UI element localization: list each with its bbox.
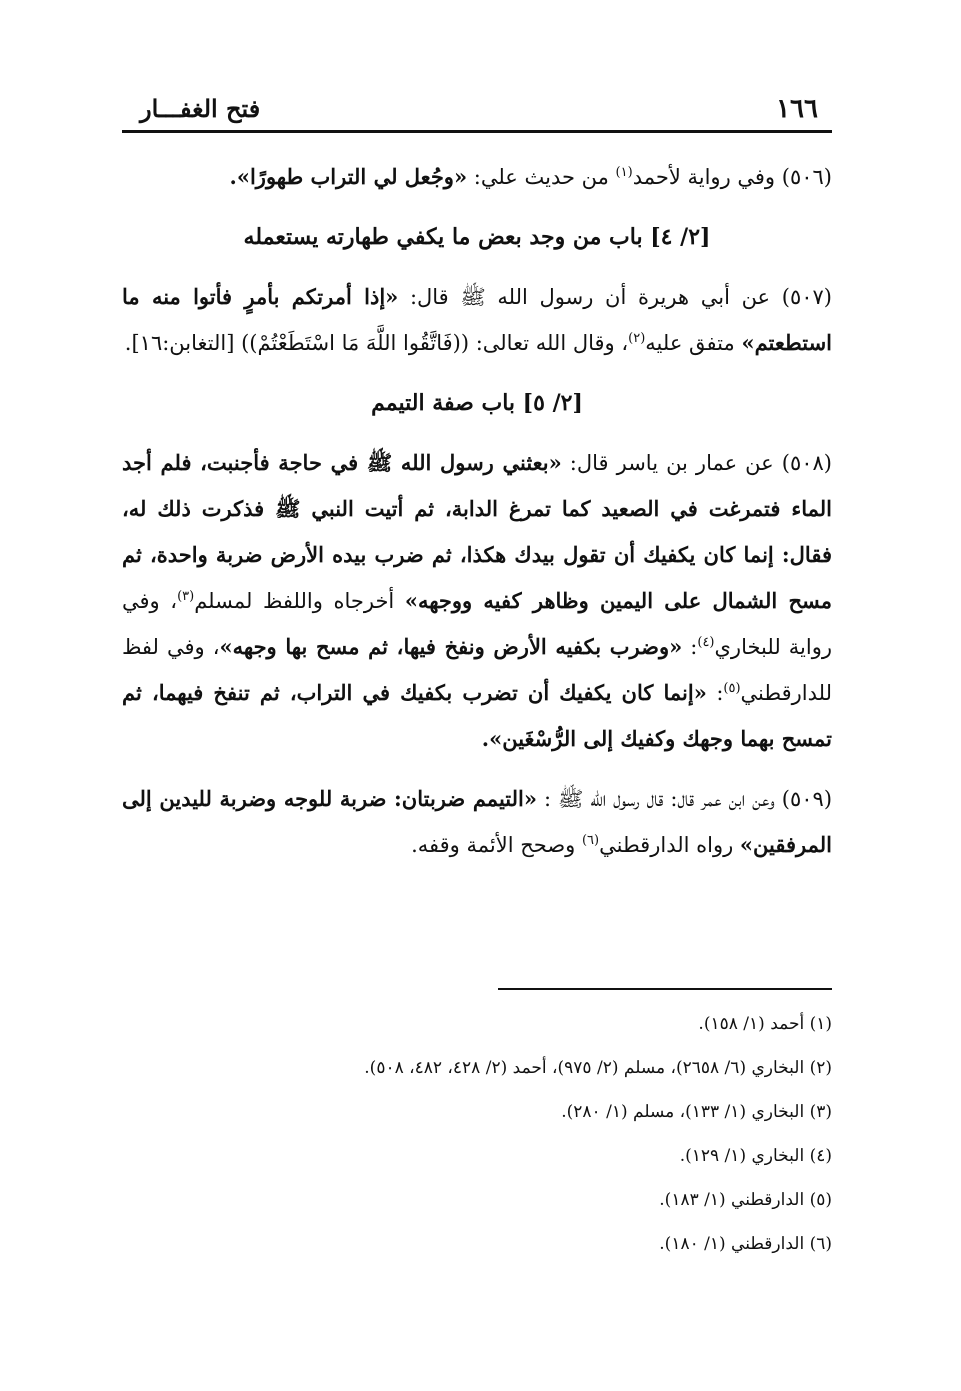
hadith-text: عن أبي هريرة أن رسول الله ﷺ قال:	[398, 285, 782, 309]
footnote-ref: (٦)	[581, 833, 600, 848]
main-text	[122, 150, 832, 882]
hadith-quote: «إذا أمرتكم بأمرٍ فأتوا منه ما استطعتم»	[122, 284, 832, 355]
hadith-quote: «إنما كان يكفيك أن تضرب بكفيك في التراب، ثم تنفخ فيهما، ثم تمسح بهما وجهك وكفيك إلى الرُّسْغَين».	[122, 680, 832, 751]
hadith-number: (٥٠٦)	[781, 165, 832, 189]
hadith-quote: «وضرب بكفيه الأرض ونفخ فيها، ثم مسح بها وجهه»	[219, 634, 683, 659]
hadith-text: أخرجاه واللفظ لمسلم	[194, 589, 405, 613]
hadith-509	[122, 776, 832, 868]
hadith-text: ، وقال الله تعالى: ((فَاتَّقُوا اللَّهَ مَا اسْتَطَعْتُمْ)) [التغابن:١٦].	[124, 331, 629, 355]
hadith-text: وصحح الأئمة وقفه.	[411, 833, 582, 857]
hadith-text: ، وفي لفظ للدارقطني	[122, 635, 832, 705]
hadith-text: :	[706, 681, 724, 705]
hadith-quote: «بعثني رسول الله ﷺ في حاجة فأجنبت، فلم أجد الماء فتمرغت في الصعيد كما تمرغ الدابة، ثم أتيت النبي ﷺ فذكرت ذلك له، فقال: إنما كان يكفيك أن تقول بيدك هكذا، ثم ضرب بيده الأرض ضربة واحدة، ثم مسح الشمال على اليمين وظاهر كفيه ووجهه»	[122, 450, 832, 613]
chapter-heading: [٢/ ٤] باب من وجد بعض ما يكفي طهارته يستعمله	[243, 224, 711, 250]
footnote-ref: (١)	[615, 165, 633, 180]
footnote-1: (١) أحمد (١/ ١٥٨).	[698, 1014, 832, 1034]
footnote-2: (٢) البخاري (٦/ ٢٦٥٨)، مسلم (٢/ ٩٧٥)، أحمد (٢/ ٤٢٨، ٤٨٢، ٥٠٨).	[364, 1058, 832, 1078]
footnote-ref: (٤)	[697, 635, 715, 650]
footnote-5: (٥) الدارقطني (١/ ١٨٣).	[659, 1190, 832, 1210]
hadith-text: عن عمار بن ياسر قال:	[561, 451, 782, 475]
hadith-text: ، وفي رواية للبخاري	[122, 589, 832, 659]
hadith-508	[122, 440, 832, 762]
hadith-506	[122, 154, 832, 200]
chapter-heading: [٢/ ٥] باب صفة التيمم	[371, 390, 583, 416]
footnote-separator	[498, 988, 832, 990]
hadith-text: رواه الدارقطني	[599, 833, 740, 857]
hadith-quote: «التيمم ضربتان: ضربة للوجه وضربة لليدين إلى المرفقين»	[122, 786, 832, 857]
footnote-6: (٦) الدارقطني (١/ ١٨٠).	[659, 1234, 832, 1254]
hadith-number: (٥٠٩)	[781, 787, 833, 811]
footnote-3: (٣) البخاري (١/ ١٣٣)، مسلم (١/ ٢٨٠).	[561, 1102, 832, 1122]
footnote-ref: (٣)	[177, 589, 195, 604]
hadith-text: :	[682, 635, 698, 659]
hadith-text: من حديث علي:	[467, 165, 616, 189]
hadith-text: وفي رواية لأحمد	[632, 165, 782, 189]
book-title: فتح الغفـــار	[140, 94, 261, 123]
footnote-4: (٤) البخاري (١/ ١٢٩).	[679, 1146, 832, 1166]
hadith-text: متفق عليه	[645, 331, 742, 355]
page-number: ١٦٦	[776, 94, 818, 124]
hadith-text: وعن ابن عمر قال: قال رسول الله ﷺ :	[536, 787, 782, 811]
hadith-507	[122, 274, 832, 366]
footnote-ref: (٢)	[628, 331, 646, 346]
footnotes	[122, 1002, 832, 1266]
hadith-number: (٥٠٨)	[781, 451, 832, 475]
running-header	[122, 92, 832, 133]
footnote-ref: (٥)	[723, 681, 741, 696]
hadith-number: (٥٠٧)	[781, 285, 832, 309]
hadith-quote: «وجُعل لي التراب طهورًا».	[229, 164, 468, 189]
